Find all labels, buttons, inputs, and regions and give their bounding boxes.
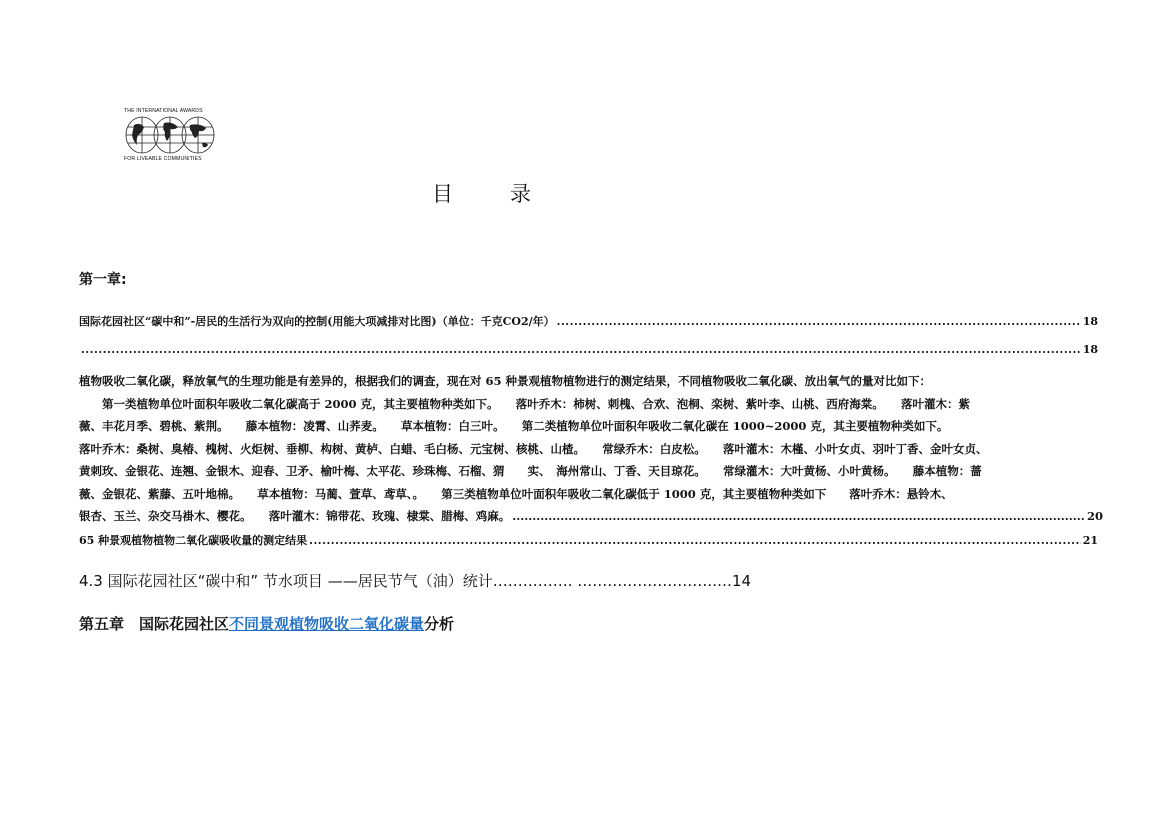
toc-entry[interactable] [79, 343, 1098, 356]
toc-page-number: 18 [1082, 315, 1098, 328]
paragraph-line: 薇、金银花、紫藤、五叶地棉。 草本植物：马蔺、萱草、鸢草、。 第三类植物单位叶面积年吸收二氧化碳低于 1000 克，其主要植物种类如下 落叶乔木：悬铃木、 [79, 486, 953, 501]
paragraph-line: 植物吸收二氧化碳，释放氧气的生理功能是有差异的，根据我们的调查，现在对 65 种景观植物植物进行的测定结果，不同植物吸收二氧化碳、放出氧气的量对比如下： [79, 374, 932, 388]
page-title: 目 录 [432, 182, 549, 206]
chapter1-heading: 第一章: [79, 272, 127, 288]
chapter5-prefix: 第五章 国际花园社区 [79, 615, 230, 633]
toc-leader [512, 505, 1085, 528]
paragraph-line: 银杏、玉兰、杂交马褂木、樱花。 落叶灌木：锦带花、玫瑰、棣棠、腊梅、鸡麻。 [79, 509, 511, 523]
toc-entry-text: 国际花园社区“碳中和”-居民的生活行为双向的控制(用能大项减排对比图)（单位：千克CO2/年） [79, 315, 555, 328]
toc-page-number: 21 [1082, 534, 1098, 547]
paragraph-line: 黄刺玫、金银花、连翘、金银木、迎春、卫矛、榆叶梅、太平花、珍珠梅、石榴、猬 实、 海州常山、丁香、天目琼花。 常绿灌木：大叶黄杨、小叶黄杨。 藤本植物：蔷 [79, 464, 982, 478]
toc-leader [557, 315, 1081, 328]
toc-entry-text: 65 种景观植物植物二氧化碳吸收量的测定结果 [79, 534, 308, 547]
toc-entry-section-4-3[interactable]: 4.3 国际花园社区“碳中和” 节水项目 ——居民节气（油）统计……………. ……………………….…14 [79, 572, 752, 590]
logo-bottom-text: FOR LIVEABLE COMMUNITIES [124, 156, 202, 162]
toc-leader [309, 534, 1081, 547]
paragraph-last-line [79, 505, 1103, 528]
toc-entry[interactable] [79, 532, 1098, 548]
toc-entry[interactable] [79, 313, 1098, 329]
plant-co2-paragraph[interactable] [79, 370, 1103, 528]
chapter5-suffix: 分析 [424, 615, 455, 633]
toc-page-number: 18 [1082, 343, 1098, 356]
globe-icon [124, 115, 216, 155]
paragraph-line: 薇、丰花月季、碧桃、紫荆。 藤本植物：凌霄、山荞麦。 草本植物：白三叶。 第二类植物单位叶面积年吸收二氧化碳在 1000~2000 克，其主要植物种类如下。 [79, 419, 949, 433]
awards-logo [124, 108, 216, 164]
paragraph-line: 第一类植物单位叶面积年吸收二氧化碳高于 2000 克，其主要植物种类如下。 落叶乔木：柿树、刺槐、合欢、泡桐、栾树、紫叶李、山桃、西府海棠。 落叶灌木：紫 [79, 396, 971, 411]
chapter5-heading [79, 613, 454, 634]
chapter5-link[interactable]: 不同景观植物吸收二氧化碳量 [229, 615, 425, 633]
toc-page-number: 20 [1086, 509, 1103, 523]
paragraph-line: 落叶乔木：桑树、臭椿、槐树、火炬树、垂柳、构树、黄栌、白蜡、毛白杨、元宝树、核桃、山楂。 常绿乔木：白皮松。 落叶灌木：木槿、小叶女贞、羽叶丁香、金叶女贞、 [79, 441, 988, 456]
logo-top-text: THE INTERNATIONAL AWARDS [124, 108, 203, 114]
toc-leader [81, 343, 1081, 356]
